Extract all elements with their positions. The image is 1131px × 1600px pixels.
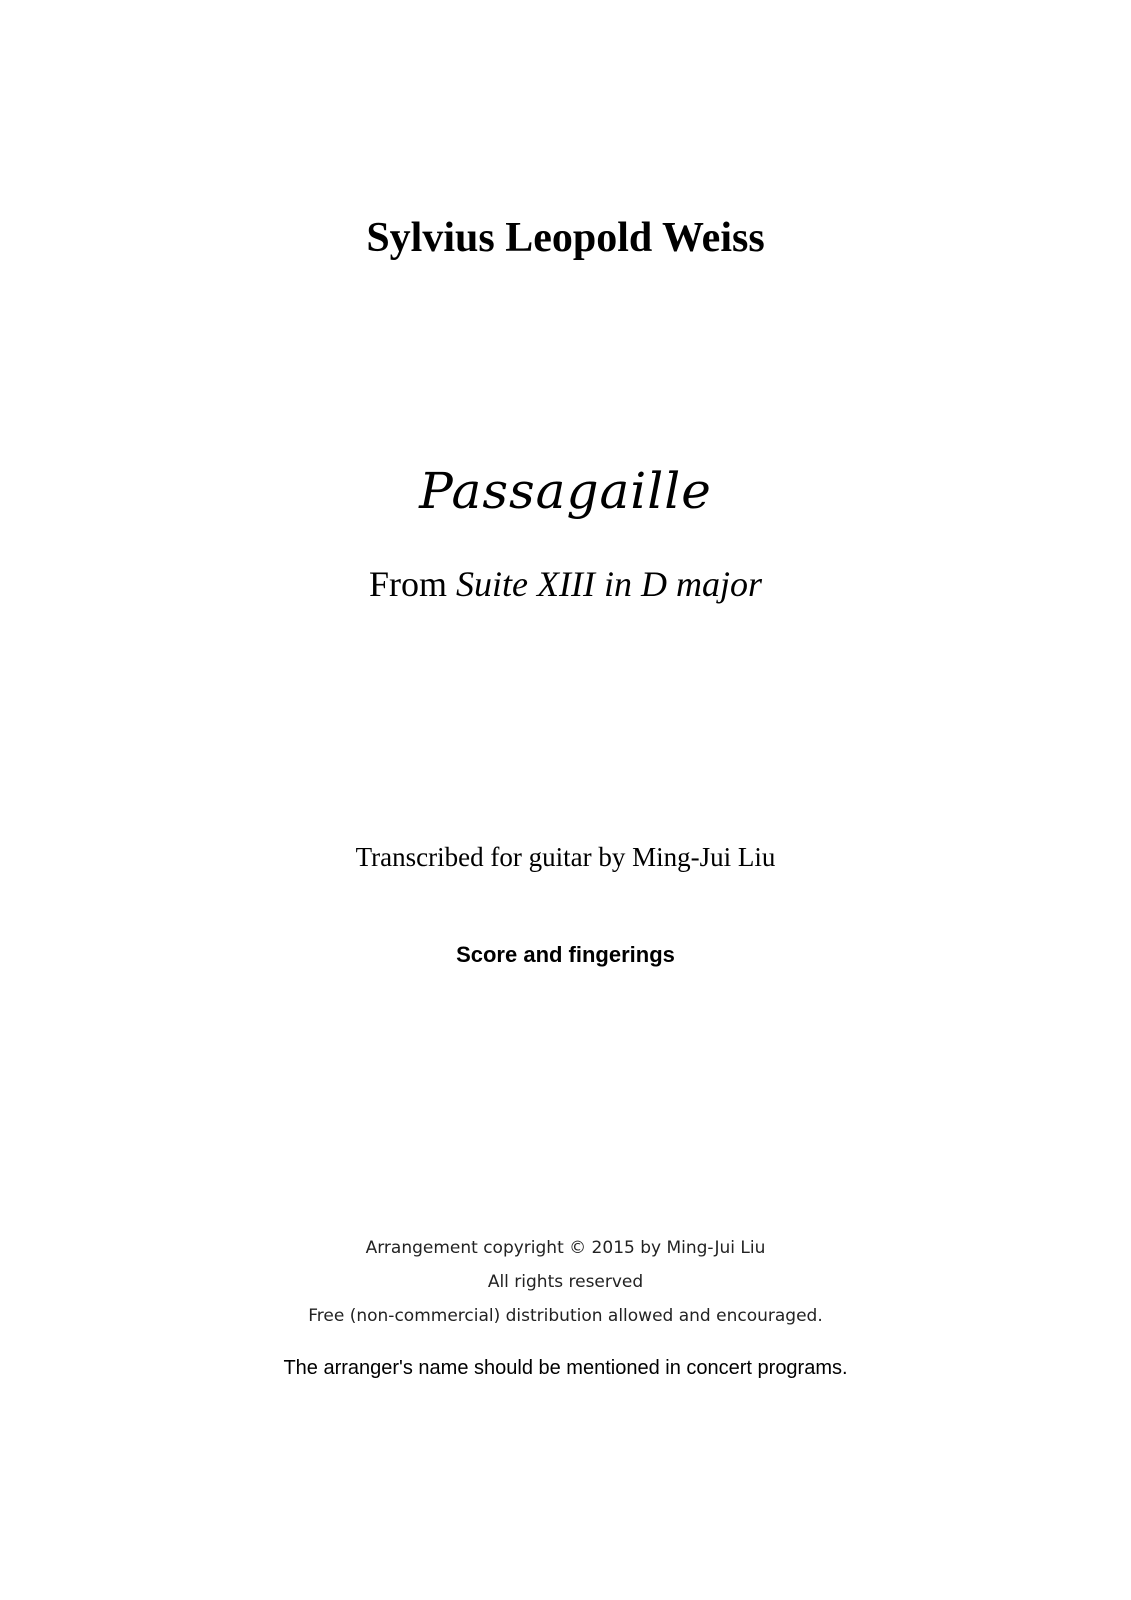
- subtitle-prefix: From: [369, 564, 457, 604]
- rights-line: All rights reserved: [487, 1272, 644, 1292]
- copyright-line: Arrangement copyright © 2015 by Ming-Jui Liu: [365, 1238, 766, 1258]
- suite-name: Suite XIII in D major: [456, 564, 762, 604]
- score-label: Score and fingerings: [456, 942, 675, 967]
- composer-name: Sylvius Leopold Weiss: [366, 215, 765, 261]
- piece-title: Passagaille: [419, 462, 712, 520]
- concert-program-note: The arranger's name should be mentioned in concert programs.: [283, 1357, 848, 1379]
- distribution-line: Free (non-commercial) distribution allowed and encouraged.: [308, 1306, 823, 1326]
- transcriber-credit: Transcribed for guitar by Ming-Jui Liu: [355, 842, 776, 872]
- piece-subtitle: [0, 562, 1131, 606]
